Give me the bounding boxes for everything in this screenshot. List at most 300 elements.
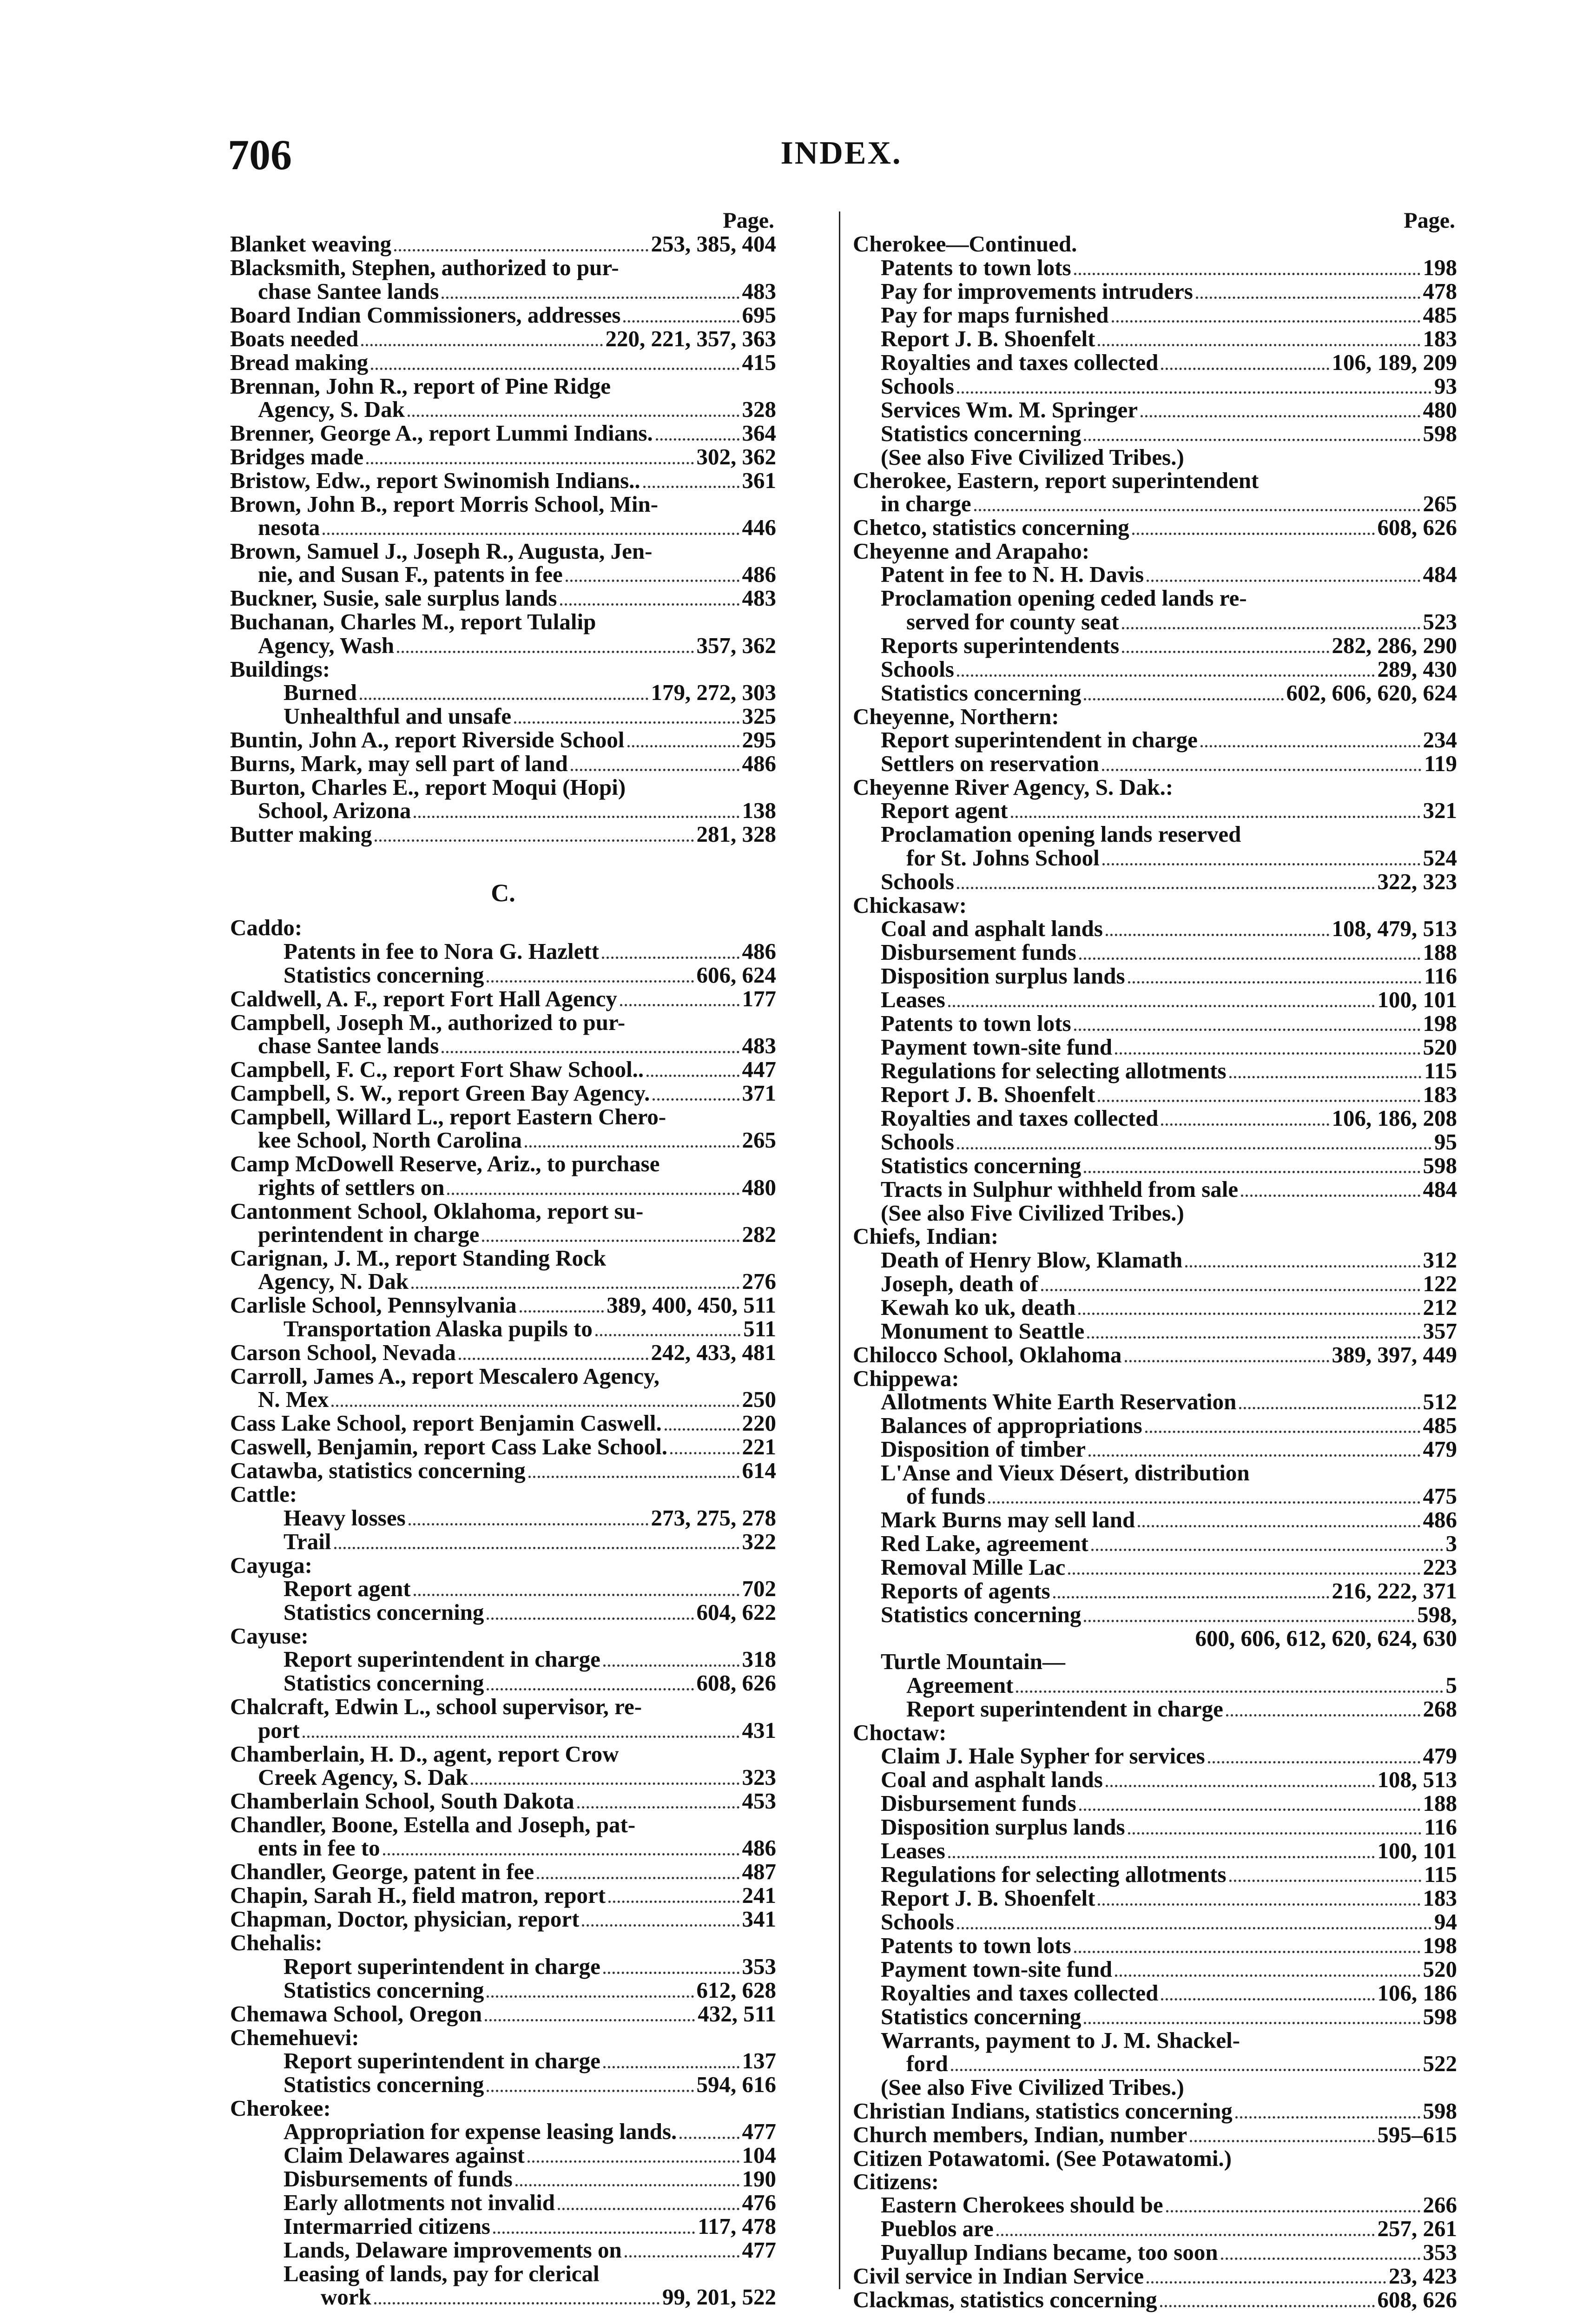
index-entry-text: Chemawa School, Oregon [230, 2000, 482, 2027]
index-entry [853, 846, 1457, 870]
index-page-numbers: 524 [1423, 845, 1457, 871]
dot-leader [627, 745, 739, 747]
index-page-numbers: 608, 626 [696, 1670, 776, 1696]
index-heading: Citizen Potawatomi. (See Potawatomi.) [853, 2145, 1232, 2171]
index-entry-text: Bridges made [230, 443, 364, 469]
index-page-numbers: 241 [742, 1882, 776, 1908]
dot-leader [1145, 1431, 1420, 1433]
index-page-numbers: 479 [1423, 1436, 1457, 1462]
index-heading: Warrants, payment to J. M. Shackel- [881, 2027, 1240, 2053]
index-page-numbers: 188 [1423, 1790, 1457, 1816]
index-page-numbers: 257, 261 [1377, 2216, 1457, 2242]
dot-leader [487, 2090, 693, 2092]
index-entry-text: Unhealthful and unsafe [284, 703, 512, 729]
index-entry-text: Monument to Seattle [881, 1318, 1085, 1344]
index-page-numbers: 431 [742, 1717, 776, 1743]
dot-leader [1200, 745, 1420, 747]
dot-leader [1074, 273, 1420, 275]
dot-leader [957, 674, 1375, 677]
index-page-numbers: 116 [1424, 963, 1457, 989]
dot-leader [1122, 627, 1420, 629]
index-entry-text: Creek Agency, S. Dak [258, 1764, 468, 1790]
index-entry-text: nesota [258, 515, 320, 541]
index-heading: Cherokee: [230, 2095, 331, 2121]
dot-leader [515, 2184, 739, 2186]
index-page-numbers: 480 [742, 1174, 776, 1200]
index-entry [230, 2120, 776, 2144]
dot-leader [1128, 981, 1422, 984]
index-entry-text: N. Mex [258, 1386, 329, 1413]
dot-leader [558, 2208, 739, 2210]
dot-leader [1074, 1029, 1420, 1031]
index-entry [230, 516, 776, 540]
index-page-numbers-continued: 600, 606, 612, 620, 624, 630 [1195, 1625, 1457, 1651]
index-heading: Brown, John B., report Morris School, Min- [230, 491, 659, 517]
index-entry-text: Report J. B. Shoenfelt [881, 1885, 1095, 1911]
index-entry [853, 2123, 1457, 2147]
index-page-numbers: 371 [742, 1080, 776, 1106]
index-entry-text: perintendent in charge [258, 1221, 480, 1247]
dot-leader [1084, 1620, 1414, 1622]
index-entry-text: Puyallup Indians became, too soon [881, 2239, 1218, 2265]
index-page-numbers: 608, 626 [1377, 2287, 1457, 2313]
index-heading: Cheyenne, Northern: [853, 703, 1059, 729]
index-page-numbers: 483 [742, 585, 776, 611]
index-page-numbers: 520 [1423, 1956, 1457, 1982]
index-entry [853, 1744, 1457, 1768]
index-page-numbers: 253, 385, 404 [651, 231, 776, 257]
index-entry-text: Chapin, Sarah H., field matron, report [230, 1882, 606, 1908]
index-heading: Chamberlain, H. D., agent, report Crow [230, 1741, 619, 1767]
page-header [228, 130, 1455, 181]
index-heading: Cattle: [230, 1481, 297, 1507]
index-page-numbers: 361 [742, 467, 776, 493]
index-page-numbers: 282 [742, 1221, 776, 1247]
index-entry-text: Statistics concerning [881, 1602, 1081, 1628]
index-entry [853, 917, 1457, 941]
dot-leader [485, 2019, 695, 2021]
index-entry [230, 2215, 776, 2238]
index-heading: Brennan, John R., report of Pine Ridge [230, 373, 611, 399]
index-entry [230, 634, 776, 658]
index-entry [853, 351, 1457, 375]
index-page-numbers: 220 [742, 1410, 776, 1436]
index-entry-text: Campbell, S. W., report Green Bay Agency. [230, 1080, 650, 1106]
index-page-numbers: 289, 430 [1377, 656, 1457, 682]
index-entry-text: Mark Burns may sell land [881, 1507, 1135, 1533]
index-entry-text: Christian Indians, statistics concerning [853, 2098, 1233, 2124]
index-page-numbers: 282, 286, 290 [1332, 632, 1457, 658]
index-page-numbers: 477 [742, 2237, 776, 2263]
index-entry-text: Transportation Alaska pupils to [284, 1316, 593, 1342]
index-entry [230, 1294, 776, 1317]
index-entry-text: Joseph, death of [881, 1270, 1038, 1296]
dot-leader [1074, 1951, 1420, 1953]
dot-leader [409, 1523, 648, 1525]
dot-leader [394, 249, 648, 251]
dot-leader [525, 1145, 739, 1148]
index-entry [853, 1438, 1457, 1461]
index-entry [853, 516, 1457, 540]
index-entry [853, 1934, 1457, 1958]
index-entry-text: Chamberlain School, South Dakota [230, 1788, 574, 1814]
dot-leader [1079, 1809, 1420, 1811]
index-entry-text: Patents to town lots [881, 1933, 1071, 1959]
index-page-numbers: 606, 624 [696, 962, 776, 988]
index-entry [853, 304, 1457, 327]
index-entry [230, 940, 776, 964]
index-entry [230, 1176, 776, 1200]
index-page-numbers: 100, 101 [1377, 986, 1457, 1012]
index-entry [230, 280, 776, 304]
index-heading: Choctaw: [853, 1719, 947, 1745]
index-entry-text: Coal and asphalt lands [881, 1767, 1103, 1793]
dot-leader [1147, 580, 1420, 582]
dot-leader [447, 1193, 739, 1195]
index-entry-text: Civil service in Indian Service [853, 2263, 1144, 2289]
index-entry-text: Agency, N. Dak [258, 1268, 409, 1294]
dot-leader [414, 816, 739, 818]
index-entry [230, 1766, 776, 1789]
dot-leader [1160, 2305, 1375, 2307]
dot-leader [1106, 934, 1329, 936]
index-page-numbers: 432, 511 [698, 2000, 776, 2027]
index-entry-text: Reports of agents [881, 1578, 1050, 1604]
index-page-numbers: 95 [1434, 1129, 1457, 1155]
index-entry [230, 327, 776, 351]
index-page-numbers: 242, 433, 481 [651, 1340, 776, 1366]
index-page-numbers: 486 [742, 1835, 776, 1861]
index-entry [853, 1603, 1457, 1627]
index-entry-text: nie, and Susan F., patents in fee [258, 561, 563, 588]
dot-leader [442, 1051, 739, 1053]
index-entry-text: Report superintendent in charge [284, 2047, 600, 2073]
index-heading: Chiefs, Indian: [853, 1223, 999, 1249]
index-page-numbers: 612, 628 [696, 1977, 776, 2003]
index-entry [853, 964, 1457, 988]
index-page-numbers: 190 [742, 2166, 776, 2192]
dot-leader [996, 2234, 1375, 2236]
dot-leader [1016, 1690, 1443, 1693]
index-page-numbers: 250 [742, 1386, 776, 1413]
index-page-numbers: 512 [1423, 1388, 1457, 1414]
index-page-numbers: 447 [742, 1056, 776, 1082]
dot-leader [625, 2255, 739, 2258]
index-entry-text: Early allotments not invalid [284, 2190, 555, 2216]
dot-leader [1084, 698, 1283, 700]
index-page-numbers: 353 [742, 1953, 776, 1979]
dot-leader [582, 1924, 739, 1927]
dot-leader [528, 1476, 739, 1478]
index-entry-text: Chapman, Doctor, physician, report [230, 1906, 580, 1932]
dot-leader [1084, 1171, 1420, 1173]
index-page-numbers: 523 [1423, 608, 1457, 634]
dot-leader [670, 1452, 739, 1454]
index-entry-text: Chandler, George, patent in fee [230, 1859, 534, 1885]
index-entry [230, 1341, 776, 1365]
index-entry [853, 1887, 1457, 1910]
index-entry-text: Patents in fee to Nora G. Hazlett [284, 938, 599, 964]
index-entry-text: Lands, Delaware improvements on [284, 2237, 622, 2263]
index-entry-text: Cass Lake School, report Benjamin Caswell. [230, 1410, 662, 1436]
index-page-numbers: 273, 275, 278 [651, 1505, 776, 1531]
index-page-numbers: 483 [742, 278, 776, 304]
index-entry-text: Tracts in Sulphur withheld from sale [881, 1176, 1239, 1202]
index-entry [853, 375, 1457, 398]
index-entry [853, 2005, 1457, 2029]
index-page-numbers: 295 [742, 727, 776, 753]
index-entry-text: Carson School, Nevada [230, 1340, 456, 1366]
index-entry [230, 2285, 776, 2309]
index-entry [230, 2191, 776, 2215]
index-entry [230, 587, 776, 610]
index-entry-text: Agency, S. Dak [258, 396, 405, 422]
index-entry-text: Disbursements of funds [284, 2166, 513, 2192]
index-page-numbers: 108, 479, 513 [1332, 915, 1457, 941]
index-heading: Cheyenne and Arapaho: [853, 538, 1090, 564]
dot-leader [620, 1004, 739, 1006]
page-number: 706 [228, 131, 292, 178]
index-entry [853, 1981, 1457, 2005]
index-entry [230, 1671, 776, 1695]
index-heading: Proclamation opening lands reserved [881, 821, 1241, 847]
index-entry-text: Statistics concerning [284, 1599, 484, 1625]
page-title: INDEX. [780, 135, 902, 171]
dot-leader [1161, 1123, 1329, 1126]
index-entry [853, 1343, 1457, 1367]
index-page-numbers: 479 [1423, 1743, 1457, 1769]
index-page-numbers: 281, 328 [696, 821, 776, 847]
index-entry [230, 422, 776, 445]
index-entry-text: Chetco, statistics concerning [853, 515, 1129, 541]
dot-leader [482, 1240, 739, 1242]
index-page-numbers: 276 [742, 1268, 776, 1294]
index-heading: Citizens: [853, 2168, 939, 2194]
index-entry-text: Heavy losses [284, 1505, 406, 1531]
index-entry [853, 327, 1457, 351]
index-page-numbers: 484 [1423, 1176, 1457, 1202]
index-entry [853, 1816, 1457, 1839]
index-entry [853, 1390, 1457, 1414]
dot-leader [656, 438, 739, 441]
dot-leader [1125, 1360, 1329, 1362]
index-entry [230, 1506, 776, 1530]
dot-leader [948, 1005, 1375, 1007]
index-entry [230, 1530, 776, 1554]
index-entry [230, 1908, 776, 1931]
dot-leader [653, 1098, 739, 1101]
dot-leader [1098, 344, 1420, 346]
dot-leader [1241, 1195, 1420, 1197]
dot-leader [528, 2160, 739, 2163]
index-entry-text: Patent in fee to N. H. Davis [881, 561, 1144, 588]
index-entry [853, 1414, 1457, 1438]
page-column-header: Page. [723, 208, 774, 233]
dot-leader [1161, 368, 1329, 370]
index-entry-text: Coal and asphalt lands [881, 915, 1103, 941]
index-page-numbers: 318 [742, 1646, 776, 1672]
index-entry [853, 2217, 1457, 2241]
index-page-numbers: 321 [1423, 798, 1457, 824]
index-entry-text: Regulations for selecting allotments [881, 1057, 1227, 1083]
dot-leader [334, 1547, 739, 1549]
dot-leader [1112, 320, 1420, 323]
index-page-numbers: 108, 513 [1377, 1767, 1457, 1793]
index-entry-text: Pueblos are [881, 2216, 994, 2242]
index-page-numbers: 3 [1445, 1531, 1457, 1557]
page-column-header: Page. [1404, 208, 1455, 233]
index-entry [230, 1459, 776, 1483]
index-entry [853, 610, 1457, 634]
dot-leader [374, 2302, 659, 2304]
index-entry [230, 1860, 776, 1884]
dot-leader [1138, 1525, 1420, 1527]
dot-leader [487, 980, 693, 983]
index-entry [853, 1910, 1457, 1934]
index-entry-text: Trail [284, 1528, 331, 1554]
index-entry-text: Bread making [230, 349, 369, 375]
index-entry-text: Chilocco School, Oklahoma [853, 1341, 1122, 1367]
index-page-numbers: 115 [1424, 1057, 1457, 1083]
index-page-numbers: 99, 201, 522 [662, 2284, 776, 2310]
dot-leader [679, 2137, 739, 2139]
index-page-numbers: 475 [1423, 1483, 1457, 1509]
index-entry-text: School, Arizona [258, 798, 411, 824]
index-entry-text: Disposition surplus lands [881, 963, 1125, 989]
dot-leader [1098, 1903, 1420, 1906]
index-entry-text: Leases [881, 1838, 945, 1864]
index-page-numbers: 183 [1423, 1885, 1457, 1911]
dot-leader [1102, 769, 1421, 771]
index-entry [230, 1719, 776, 1743]
index-page-numbers: 487 [742, 1859, 776, 1885]
index-heading: Camp McDowell Reserve, Ariz., to purchase [230, 1151, 660, 1177]
index-entry-text: Payment town-site fund [881, 1034, 1113, 1060]
index-page-numbers: 598 [1423, 2098, 1457, 2124]
dot-leader [1011, 816, 1420, 818]
index-page-numbers: 477 [742, 2119, 776, 2145]
index-page-numbers: 115 [1424, 1862, 1457, 1888]
dot-leader [1141, 415, 1420, 417]
index-page-numbers: 608, 626 [1377, 515, 1457, 541]
index-page-numbers: 323 [742, 1764, 776, 1790]
dot-leader [1106, 1785, 1375, 1787]
index-page-numbers: 520 [1423, 1034, 1457, 1060]
index-entry [230, 2144, 776, 2167]
index-entry [230, 1270, 776, 1294]
index-page-numbers: 312 [1423, 1247, 1457, 1273]
index-entry [853, 1556, 1457, 1579]
dot-leader [957, 1147, 1431, 1149]
index-entry-text: Campbell, F. C., report Fort Shaw School.. [230, 1056, 644, 1082]
index-page-numbers: 302, 362 [696, 443, 776, 469]
dot-leader [560, 603, 739, 606]
index-entry-text: Catawba, statistics concerning [230, 1458, 526, 1484]
index-entry [853, 256, 1457, 280]
index-entry [853, 1674, 1457, 1697]
index-page-numbers: 486 [742, 938, 776, 964]
index-page-numbers: 179, 272, 303 [651, 680, 776, 706]
dot-leader [608, 1901, 739, 1903]
section-letter: C. [491, 879, 515, 907]
index-heading: Campbell, Joseph M., authorized to pur- [230, 1009, 626, 1035]
index-entry-text: for St. Johns School [906, 845, 1100, 871]
index-entry [230, 987, 776, 1011]
dot-leader [408, 415, 739, 417]
index-page-numbers: 478 [1423, 278, 1457, 304]
index-entry-text: Agreement [906, 1672, 1014, 1698]
index-page-numbers: 328 [742, 396, 776, 422]
index-entry-text: Statistics concerning [881, 2004, 1081, 2030]
dot-leader [1166, 2210, 1420, 2212]
index-entry-text: Brenner, George A., report Lummi Indians. [230, 420, 653, 446]
index-entry [853, 752, 1457, 776]
index-page-numbers: 695 [742, 302, 776, 328]
index-entry-text: Royalties and taxes collected [881, 1105, 1159, 1131]
index-entry-text: Statistics concerning [881, 420, 1081, 446]
index-entry-text: Schools [881, 373, 954, 399]
index-entry-text: Report superintendent in charge [881, 727, 1198, 753]
index-entry [230, 1388, 776, 1412]
index-page-numbers: 223 [1423, 1554, 1457, 1580]
index-entry [230, 398, 776, 422]
index-entry-text: Schools [881, 656, 954, 682]
index-page-numbers: 100, 101 [1377, 1838, 1457, 1864]
index-entry-text: Red Lake, agreement [881, 1531, 1088, 1557]
index-page-numbers: 357, 362 [696, 632, 776, 658]
index-entry-text: rights of settlers on [258, 1174, 445, 1200]
dot-leader [303, 1736, 739, 1738]
dot-leader [603, 1664, 739, 1667]
index-entry-text: Intermarried citizens [284, 2213, 490, 2239]
index-page-numbers: 357 [1423, 1318, 1457, 1344]
index-page-numbers: 106, 186, 208 [1332, 1105, 1457, 1131]
index-page-numbers: 5 [1445, 1672, 1457, 1698]
index-page-numbers: 234 [1423, 727, 1457, 753]
index-entry [230, 1577, 776, 1601]
dot-leader [459, 1358, 648, 1360]
index-page-numbers: 104 [742, 2142, 776, 2168]
index-entry [853, 988, 1457, 1012]
index-page-numbers: 23, 423 [1389, 2263, 1457, 2289]
index-entry [853, 1296, 1457, 1320]
index-entry-text: Patents to town lots [881, 1010, 1071, 1036]
dot-leader [1229, 1880, 1422, 1882]
index-entry [230, 1435, 776, 1459]
index-page-numbers: 486 [742, 751, 776, 777]
index-entry-text: Eastern Cherokees should be [881, 2192, 1163, 2218]
index-entry-text: Royalties and taxes collected [881, 1980, 1159, 2006]
dot-leader [951, 2069, 1420, 2071]
index-page-numbers: 198 [1423, 1010, 1457, 1036]
index-page-numbers: 183 [1423, 1081, 1457, 1107]
index-heading: Cherokee—Continued. [853, 231, 1077, 257]
index-heading: Burton, Charles E., report Moqui (Hopi) [230, 774, 626, 800]
index-entry-text: Disposition surplus lands [881, 1814, 1125, 1840]
index-entry [853, 681, 1457, 705]
dot-leader [1084, 439, 1420, 441]
dot-leader [1239, 1407, 1420, 1409]
dot-leader [1102, 863, 1420, 865]
dot-leader [493, 2232, 695, 2234]
dot-leader [442, 297, 739, 299]
index-entry [853, 728, 1457, 752]
index-entry [230, 1034, 776, 1058]
index-page-numbers: 221 [742, 1434, 776, 1460]
index-page-numbers: 93 [1434, 373, 1457, 399]
index-entry-text: Agency, Wash [258, 632, 395, 658]
dot-leader [643, 486, 739, 488]
